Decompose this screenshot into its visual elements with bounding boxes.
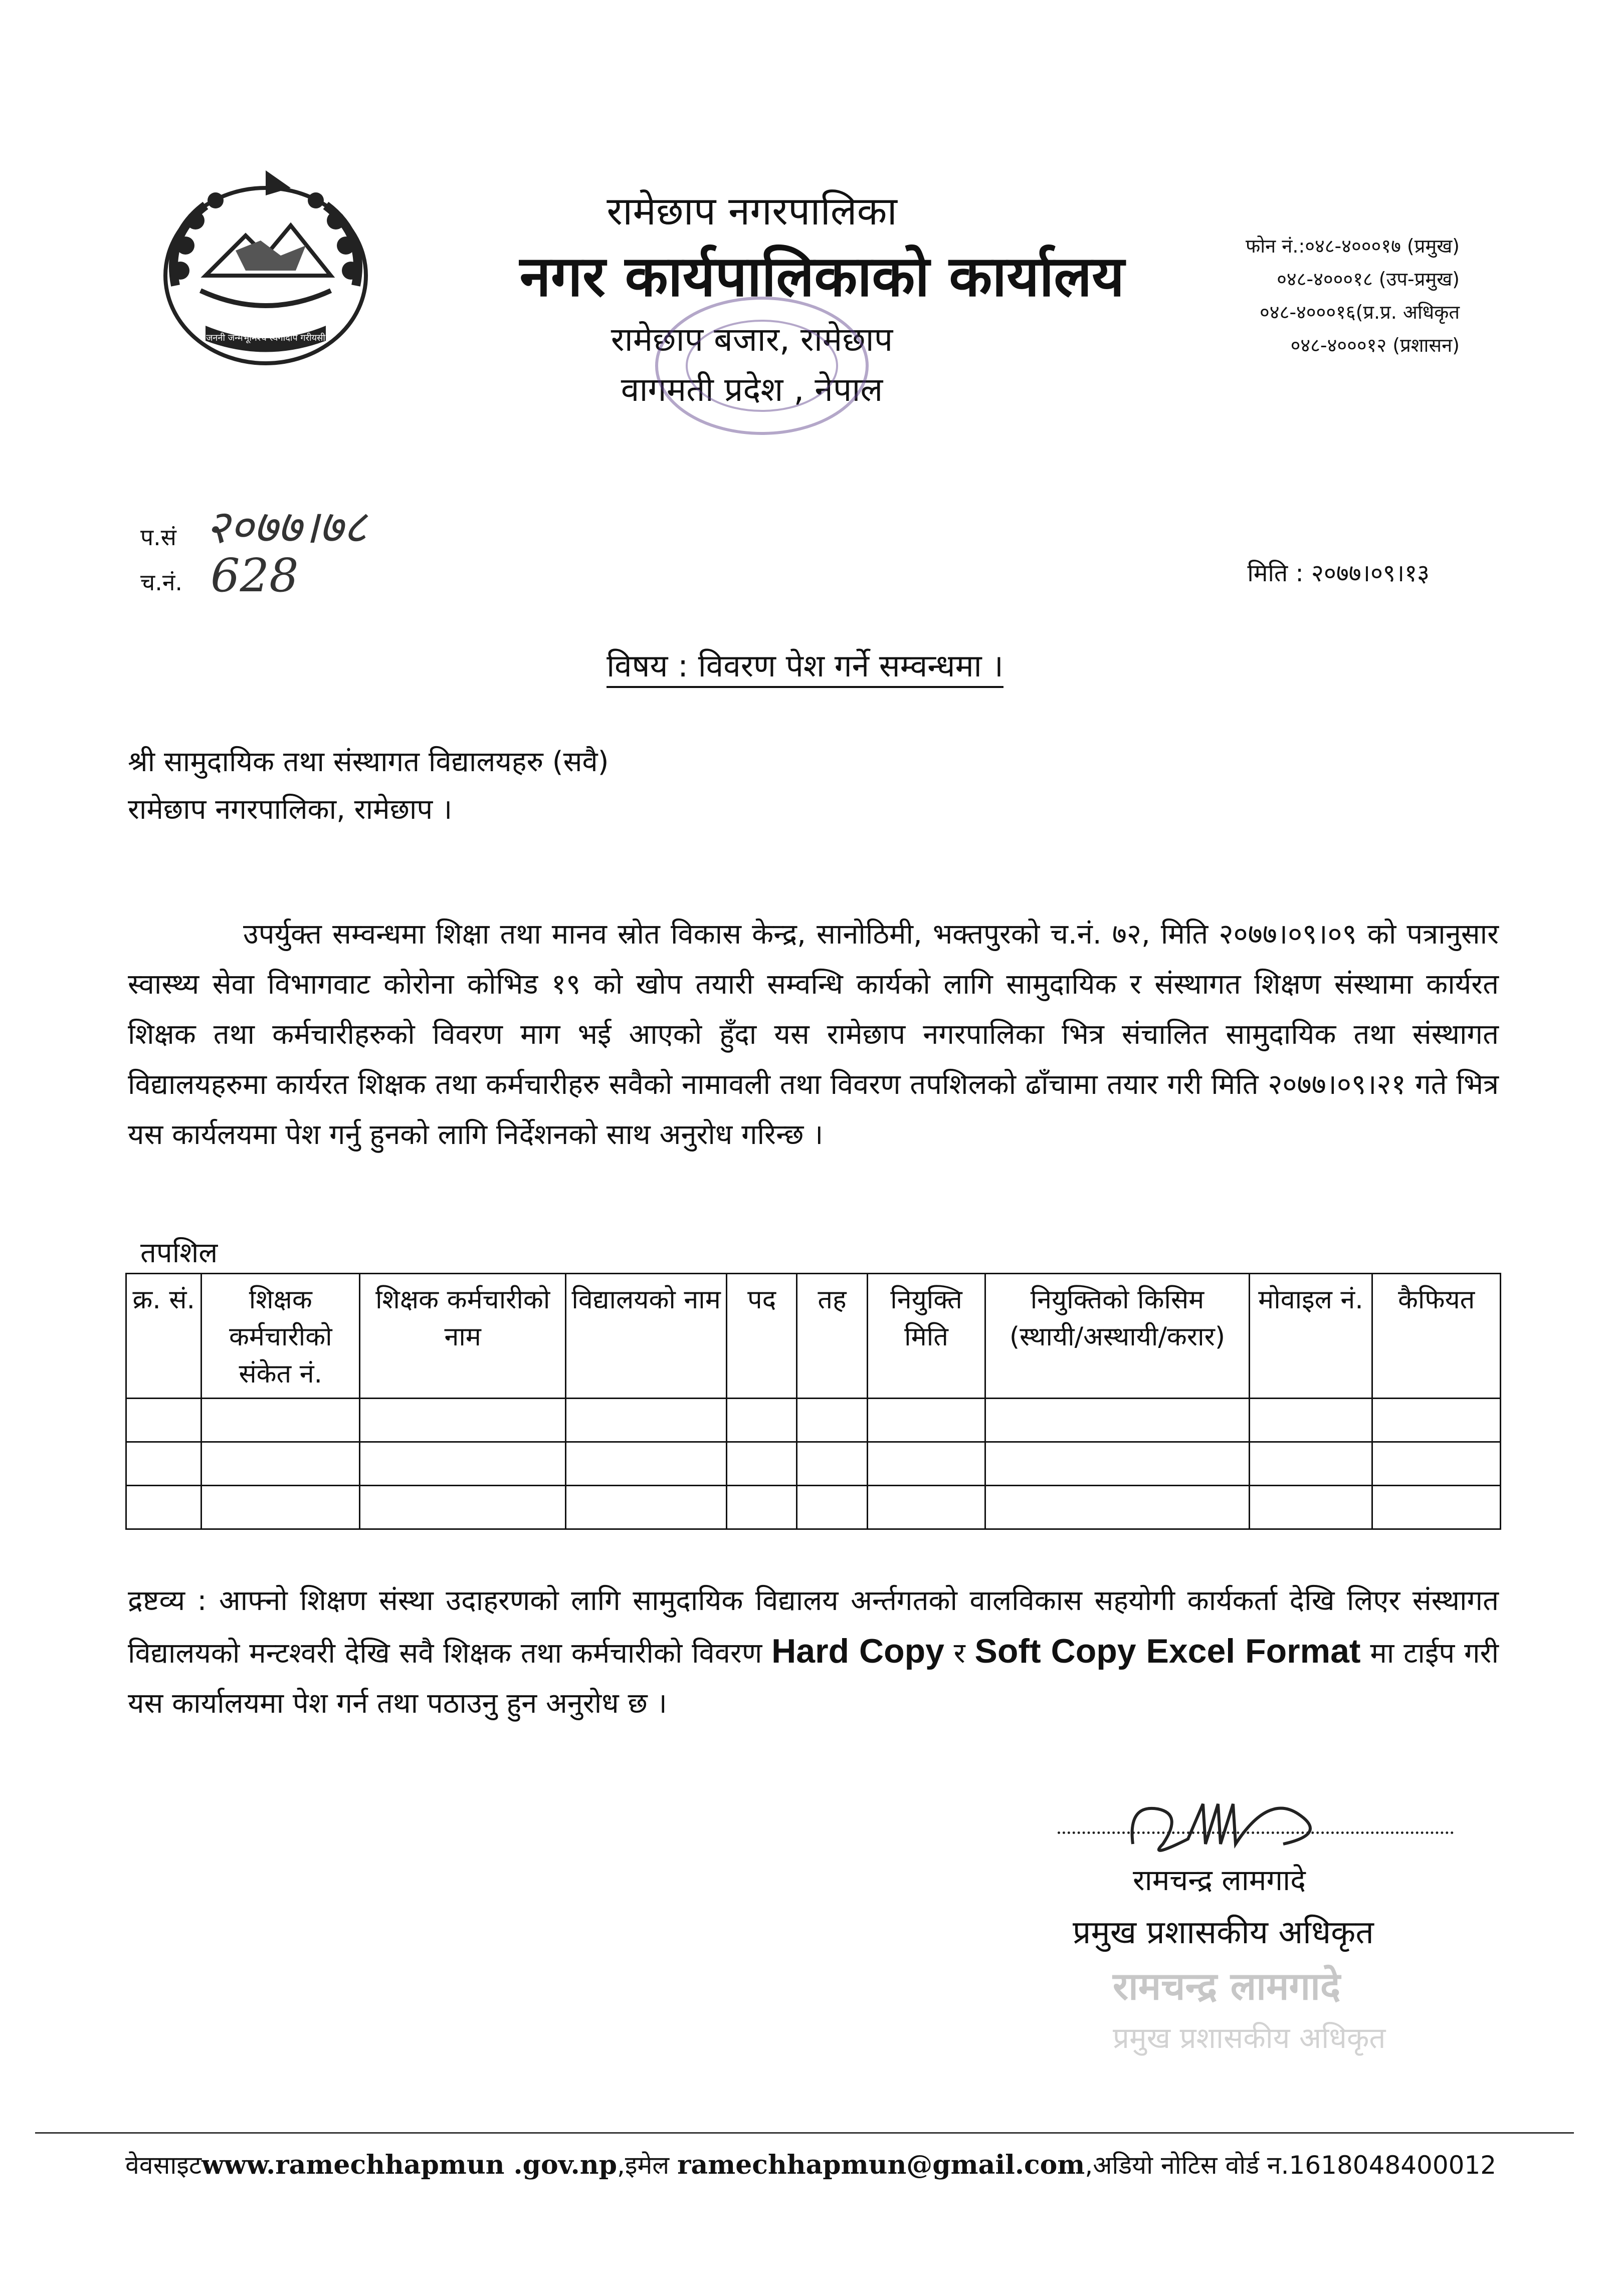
email-link[interactable]: ramechhapmun@gmail.com [677, 2150, 1085, 2180]
col-staff-name: शिक्षक कर्मचारीको नाम [360, 1274, 566, 1399]
note-paragraph: द्रष्टव्य : आफ्नो शिक्षण संस्था उदाहरणको लागि सामुदायिक विद्यालय अर्न्तगतको वालविकास सहयोगी कार्यकर्ता देखि लिएर संस्थागत विद्यालयको मन्टश्वरी देखि सवै शिक्षक तथा कर्मचारीको विवरण Hard Copy र Soft Copy Excel Format मा टाईप गरी यस कार्यालयमा पेश गर्न तथा पठाउनु हुन अनुरोध छ । [128, 1584, 1499, 1720]
details-table [125, 1273, 1501, 1530]
letter-subject: विषय : विवरण पेश गर्ने सम्वन्धमा । [0, 644, 1610, 686]
addressee-line2: रामेछाप नगरपालिका, रामेछाप । [128, 793, 453, 826]
phone-admin: ०४८-४०००१२ (प्रशासन) [1290, 334, 1460, 356]
tapshil-label: तपशिल [140, 1237, 218, 1269]
col-post: पद [727, 1274, 797, 1399]
footer-contact: वेवसाइटwww.ramechhapmun .gov.np,इमेल ramechhapmun@gmail.com,अडियो नोटिस वोर्ड न.1618048400012 [125, 2150, 1497, 2180]
phone-chief: फोन नं.:०४८-४०००१७ (प्रमुख) [1246, 235, 1460, 257]
table-row [126, 1442, 1501, 1486]
addressee-line1: श्री सामुदायिक तथा संस्थागत विद्यालयहरु (सवै) [128, 746, 609, 778]
nepal-emblem-icon [145, 160, 386, 371]
notice-board-number: ,अडियो नोटिस वोर्ड न.1618048400012 [1085, 2151, 1497, 2180]
col-level: तह [797, 1274, 867, 1399]
footer-divider [35, 2132, 1574, 2134]
note-hard-copy: Hard Copy [771, 1632, 944, 1670]
office-address-line2: वागमती प्रदेश , नेपाल [621, 370, 883, 409]
phone-cao: ०४८-४०००१६(प्र.प्र. अधिकृत [1260, 301, 1460, 323]
phone-deputy: ०४८-४०००१८ (उप-प्रमुख) [1277, 268, 1460, 290]
website-link[interactable]: www.ramechhapmun .gov.np [202, 2150, 617, 2180]
chalani-value: 628 [211, 549, 299, 602]
col-staff-code: शिक्षक कर्मचारीको संकेत नं. [202, 1274, 360, 1399]
signatory-name: रामचन्द्र लामगादे [1133, 1863, 1306, 1897]
col-serial: क्र. सं. [126, 1274, 202, 1399]
note-soft-copy: Soft Copy Excel Format [974, 1632, 1361, 1670]
chalani-label: च.नं. [140, 569, 182, 596]
letter-date: मिति : २०७७।०९।१३ [1247, 559, 1430, 587]
patra-sankhya-label: प.सं [140, 524, 176, 551]
office-name: नगर कार्यपालिकाको कार्यालय [519, 244, 1125, 309]
patra-sankhya-value: २०७७।७८ [206, 500, 367, 554]
title-stamp: प्रमुख प्रशासकीय अधिकृत [1113, 2021, 1386, 2055]
col-mobile: मोवाइल नं. [1249, 1274, 1372, 1399]
municipality-name: रामेछाप नगरपालिका [607, 189, 897, 234]
table-row [126, 1486, 1501, 1529]
letter-body: उपर्युक्त सम्वन्धमा शिक्षा तथा मानव स्रोत विकास केन्द्र, सानोठिमी, भक्तपुरको च.नं. ७२, मिति २०७७।०९।०९ को पत्रानुसार स्वास्थ्य सेवा विभागवाट कोरोना कोभिड १९ को खोप तयारी सम्वन्धि कार्यको लागि सामुदायिक र संस्थागत शिक्षण संस्थामा कार्यरत शिक्षक तथा कर्मचारीहरुको विवरण माग भई आएको हुँदा यस रामेछाप नगरपालिका भित्र संचालित सामुदायिक तथा संस्थागत विद्यालयहरुमा कार्यरत शिक्षक तथा कर्मचारीहरु सवैको नामावली तथा विवरण तपशिलको ढाँचामा तयार गरी मिति २०७७।०९।२१ गते भित्र यस कार्यलयमा पेश गर्नु हुनको लागि निर्देशनको साथ अनुरोध गरिन्छ । [128, 918, 1499, 1151]
office-seal-stamp [647, 291, 877, 441]
svg-text:जननी जन्मभूमिश्च स्वर्गादपि गर: जननी जन्मभूमिश्च स्वर्गादपि गरीयसी [206, 333, 325, 343]
col-appointment-date: नियुक्ति मिति [867, 1274, 985, 1399]
signatory-title: प्रमुख प्रशासकीय अधिकृत [1073, 1914, 1374, 1951]
table-header-row [126, 1274, 1501, 1399]
col-remarks: कैफियत [1372, 1274, 1501, 1399]
phone-list [1246, 229, 1460, 362]
name-stamp: रामचन्द्र लामगादे [1113, 1964, 1341, 2008]
office-address-line1: रामेछाप बजार, रामेछाप [611, 320, 893, 359]
col-school-name: विद्यालयको नाम [566, 1274, 727, 1399]
col-appointment-type: नियुक्तिको किसिम (स्थायी/अस्थायी/करार) [985, 1274, 1249, 1399]
table-row [126, 1399, 1501, 1442]
